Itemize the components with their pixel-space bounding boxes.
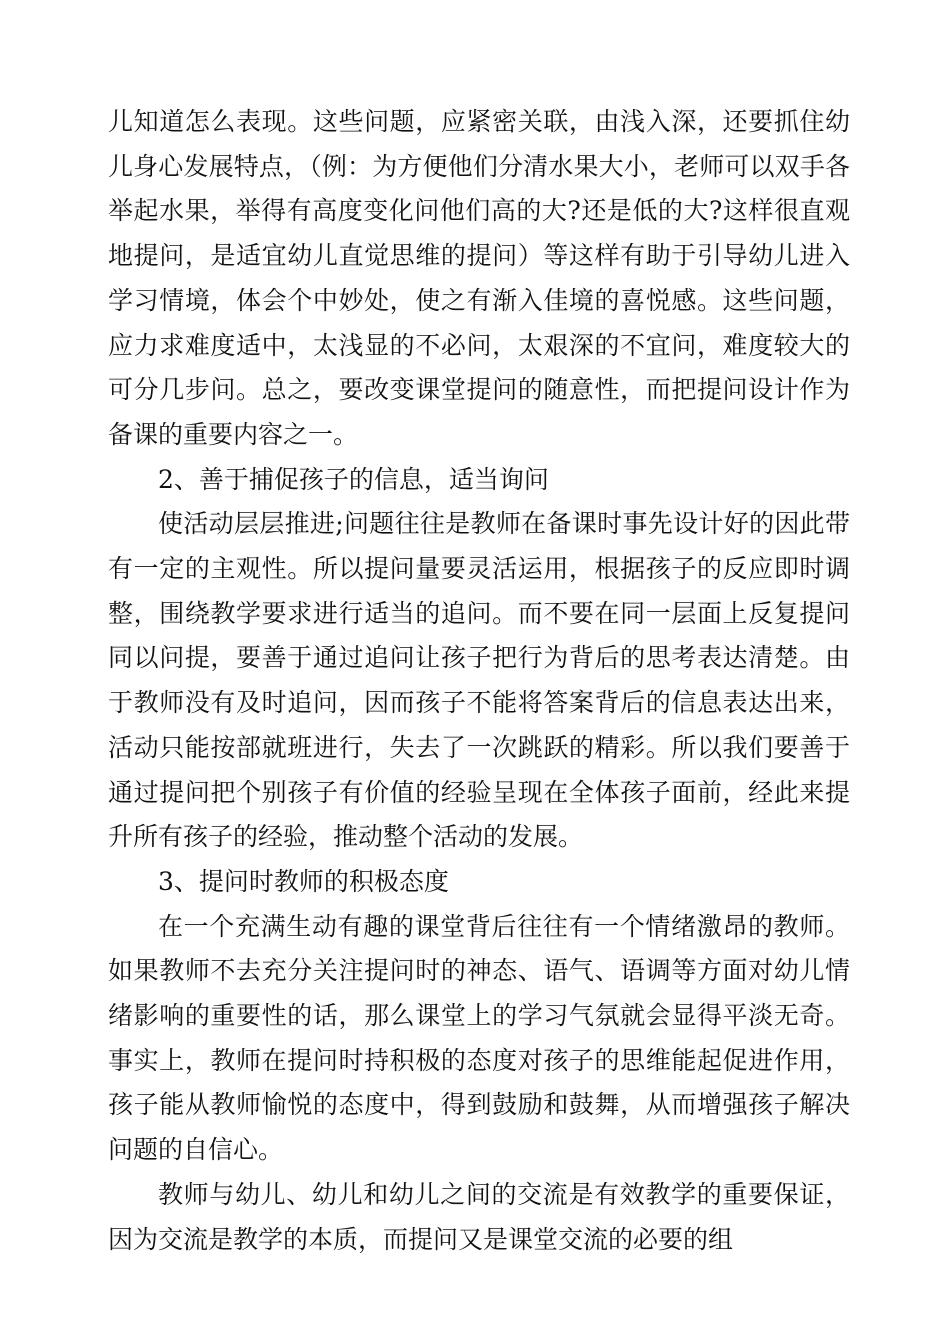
- paragraph-continuation: 儿知道怎么表现。这些问题，应紧密关联，由浅入深，还要抓住幼儿身心发展特点，（例：为方便他们分清水果大小，老师可以双手各举起水果，举得有高度变化问他们高的大?还是低的大?这样很直观地提问，是适宜幼儿直觉思维的提问）等这样有助于引导幼儿进入学习情境，体会个中妙处，使之有渐入佳境的喜悦感。这些问题，应力求难度适中，太浅显的不必问，太艰深的不宜问，难度较大的可分几步问。总之，要改变课堂提问的随意性，而把提问设计作为备课的重要内容之一。: [108, 107, 850, 449]
- document-page: [108, 100, 850, 1262]
- paragraph-section-3-body: 在一个充满生动有趣的课堂背后往往有一个情绪激昂的教师。如果教师不去充分关注提问时的神态、语气、语调等方面对幼儿情绪影响的重要性的话，那么课堂上的学习气氛就会显得平淡无奇。事实上，教师在提问时持积极的态度对孩子的思维能起促进作用，孩子能从教师愉悦的态度中，得到鼓励和鼓舞，从而增强孩子解决问题的自信心。: [108, 911, 850, 1165]
- paragraph-communication: 教师与幼儿、幼儿和幼儿之间的交流是有效教学的重要保证，因为交流是教学的本质，而提问又是课堂交流的必要的组: [108, 1179, 850, 1254]
- heading-section-3: 3、提问时教师的积极态度: [158, 866, 449, 896]
- paragraph-section-2-body: 使活动层层推进;问题往往是教师在备课时事先设计好的因此带有一定的主观性。所以提问量要灵活运用，根据孩子的反应即时调整，围绕教学要求进行适当的追问。而不要在同一层面上反复提问同以问提，要善于通过追问让孩子把行为背后的思考表达清楚。由于教师没有及时追问，因而孩子不能将答案背后的信息表达出来，活动只能按部就班进行，失去了一次跳跃的精彩。所以我们要善于通过提问把个别孩子有价值的经验呈现在全体孩子面前，经此来提升所有孩子的经验，推动整个活动的发展。: [108, 509, 850, 852]
- heading-section-2: 2、善于捕促孩子的信息，适当询问: [158, 464, 549, 494]
